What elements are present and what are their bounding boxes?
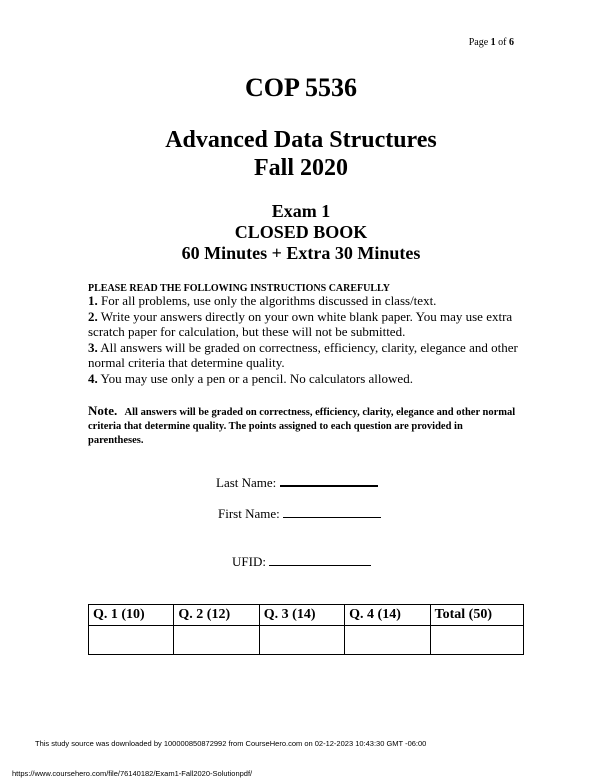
score-header-q4: Q. 4 (14) [345, 605, 430, 626]
score-header-q3: Q. 3 (14) [259, 605, 344, 626]
course-code: COP 5536 [245, 73, 357, 102]
instruction-item [88, 293, 528, 309]
source-url[interactable]: https://www.coursehero.com/file/76140182/Exam1-Fall2020-Solutionpdf/ [12, 769, 253, 778]
instructions-list [88, 293, 528, 386]
instruction-number: 4. [88, 370, 98, 386]
instruction-number: 2. [88, 308, 98, 324]
page-current: 1 [490, 37, 496, 48]
score-table-header-row [89, 605, 524, 626]
instructions-heading: PLEASE READ THE FOLLOWING INSTRUCTIONS CAREFULLY [88, 283, 391, 294]
instruction-number: 1. [88, 293, 98, 308]
score-cell-total[interactable] [430, 626, 523, 655]
score-cell-q2[interactable] [174, 626, 259, 655]
instruction-item [88, 340, 528, 371]
last-name-field[interactable] [216, 474, 378, 491]
score-table [88, 604, 524, 655]
score-cell-q3[interactable] [259, 626, 344, 655]
instruction-text: For all problems, use only the algorithms discussed in class/text. [101, 293, 437, 308]
score-cell-q4[interactable] [345, 626, 430, 655]
instruction-text: All answers will be graded on correctness, efficiency, clarity, elegance and other normal criteria that determine quality. [88, 339, 518, 370]
first-name-line[interactable] [283, 506, 381, 518]
instruction-item [88, 309, 528, 340]
first-name-label: First Name: [218, 506, 280, 521]
page-prefix: Page [468, 37, 489, 48]
instruction-number: 3. [88, 339, 98, 355]
instruction-item [88, 371, 528, 387]
course-term: Fall 2020 [254, 155, 348, 181]
ufid-field[interactable] [232, 554, 371, 570]
course-subject: Advanced Data Structures [165, 127, 437, 153]
page-total: 6 [509, 37, 514, 48]
score-header-total: Total (50) [430, 605, 523, 626]
download-note: This study source was downloaded by 100000850872992 from CourseHero.com on 02-12-2023 10:43:30 GMT -06:00 [35, 739, 427, 748]
exam-name: Exam 1 [271, 201, 331, 221]
exam-duration: 60 Minutes + Extra 30 Minutes [181, 243, 421, 263]
note-block [88, 404, 520, 448]
score-header-q1: Q. 1 (10) [89, 605, 174, 626]
page-of: of [498, 37, 507, 48]
last-name-label: Last Name: [216, 475, 277, 490]
ufid-label: UFID: [232, 554, 266, 569]
note-label: Note. [88, 403, 118, 418]
instruction-text: Write your answers directly on your own white blank paper. You may use extra scratch paper for calculation, but these will not be submitted. [88, 308, 513, 339]
page-number [469, 37, 514, 48]
first-name-field[interactable] [218, 506, 381, 522]
note-text: All answers will be graded on correctness, efficiency, clarity, elegance and other normal criteria that determine quality. The points assigned to each question are provided in parentheses. [88, 407, 516, 446]
ufid-line[interactable] [269, 554, 371, 566]
instruction-text: You may use only a pen or a pencil. No calculators allowed. [100, 370, 413, 386]
exam-book-policy: CLOSED BOOK [234, 222, 368, 242]
last-name-line[interactable] [280, 474, 378, 487]
score-cell-q1[interactable] [89, 626, 174, 655]
score-header-q2: Q. 2 (12) [174, 605, 259, 626]
score-table-value-row [89, 626, 524, 655]
